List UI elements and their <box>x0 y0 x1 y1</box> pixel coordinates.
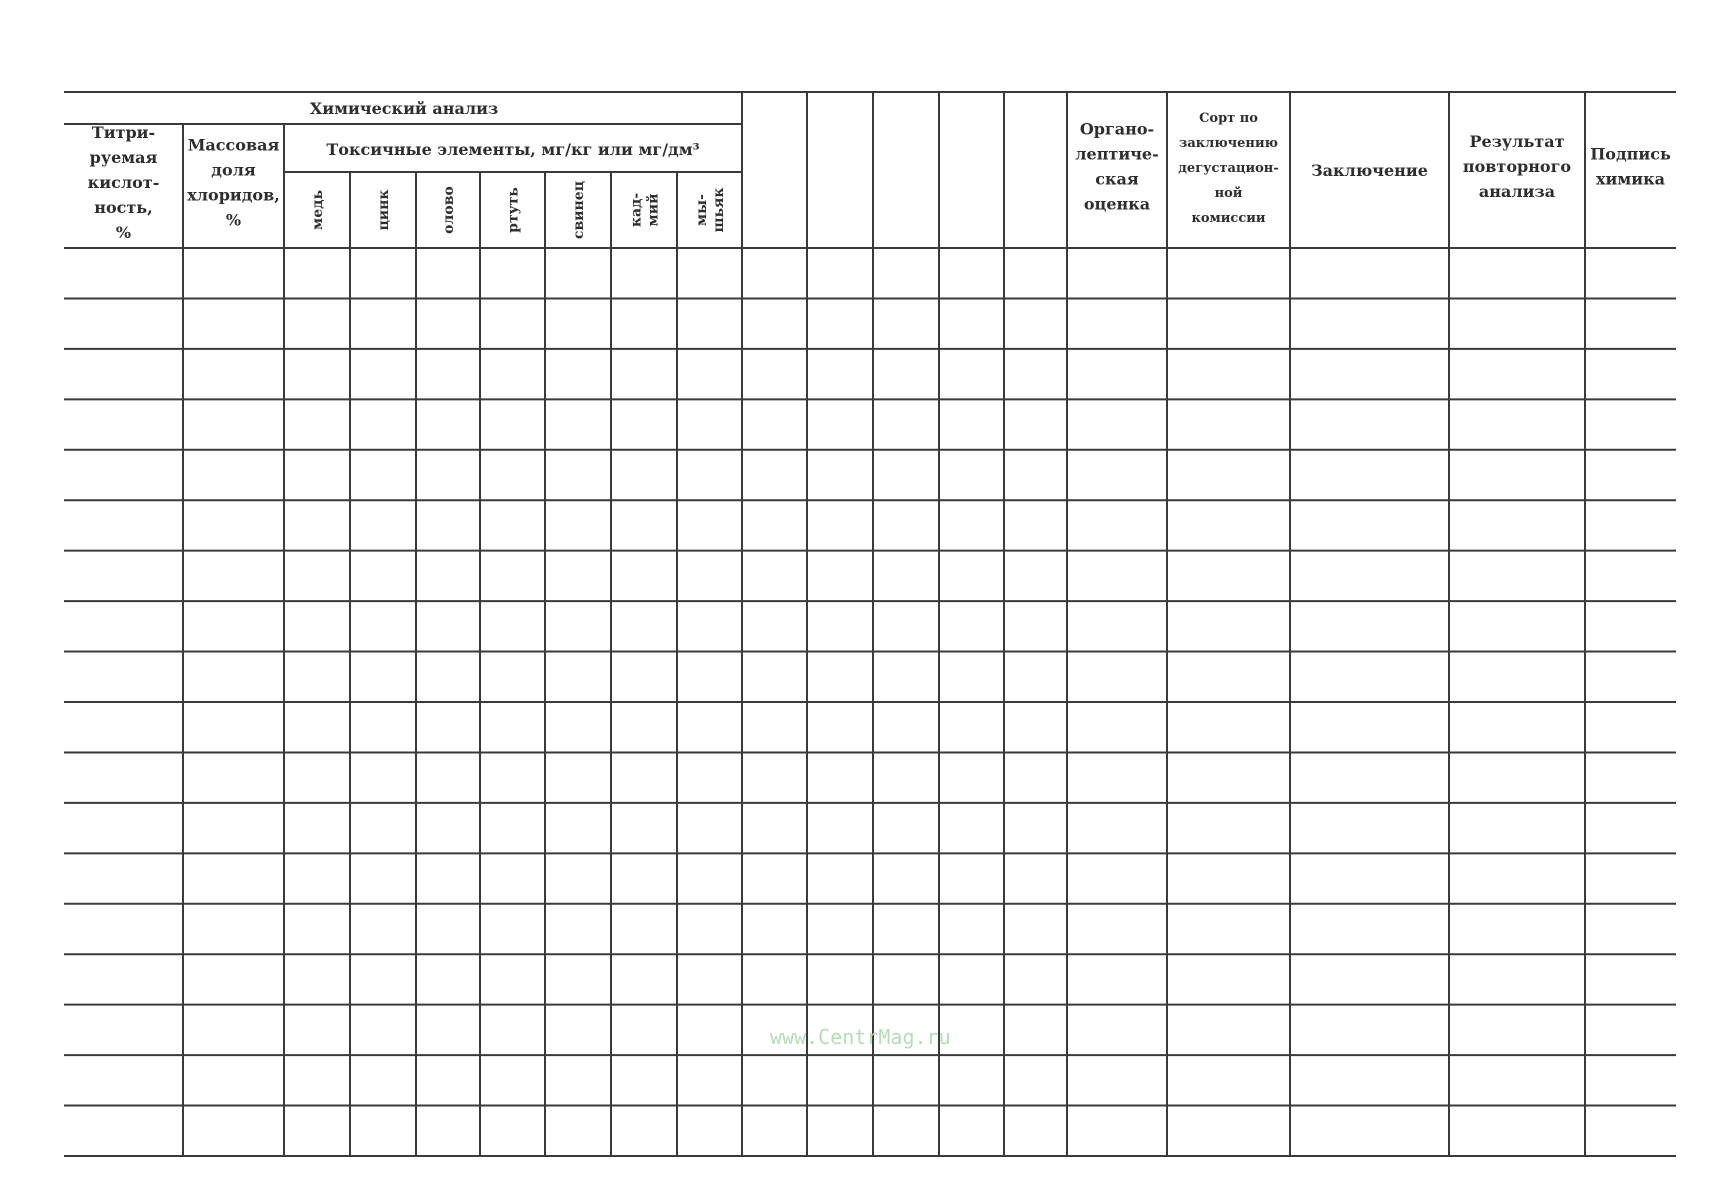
element-header: ртуть <box>505 187 522 233</box>
element-header: мы-шьяк <box>694 187 727 233</box>
element-header: медь <box>310 190 326 230</box>
table-grid-lines <box>64 92 1676 1156</box>
chemical-analysis-header: Химический анализ <box>309 99 499 118</box>
grade-header: Сорт по заключению дегустацион-ной комиссии <box>1178 111 1279 226</box>
repeat-result-header: Результат повторного анализа <box>1462 132 1572 201</box>
watermark-text: www.CentrMag.ru <box>770 1025 951 1049</box>
table-header <box>88 99 1671 242</box>
chemist-signature-header: Подпись химика <box>1590 144 1671 189</box>
chloride-fraction-header: Массовая доля хлоридов, % <box>187 135 280 230</box>
toxic-elements-header: Токсичные элементы, мг/кг или мг/дм³ <box>326 140 700 159</box>
element-header: олово <box>441 186 457 234</box>
titratable-acidity-header: Титри-руемая кислот-ность, % <box>87 123 160 242</box>
element-header: цинк <box>376 189 392 231</box>
conclusion-header: Заключение <box>1311 161 1428 180</box>
organoleptic-header: Органо-лептиче-ская оценка <box>1075 119 1159 214</box>
element-header: кад-мий <box>628 192 662 228</box>
element-header: свинец <box>571 180 587 240</box>
